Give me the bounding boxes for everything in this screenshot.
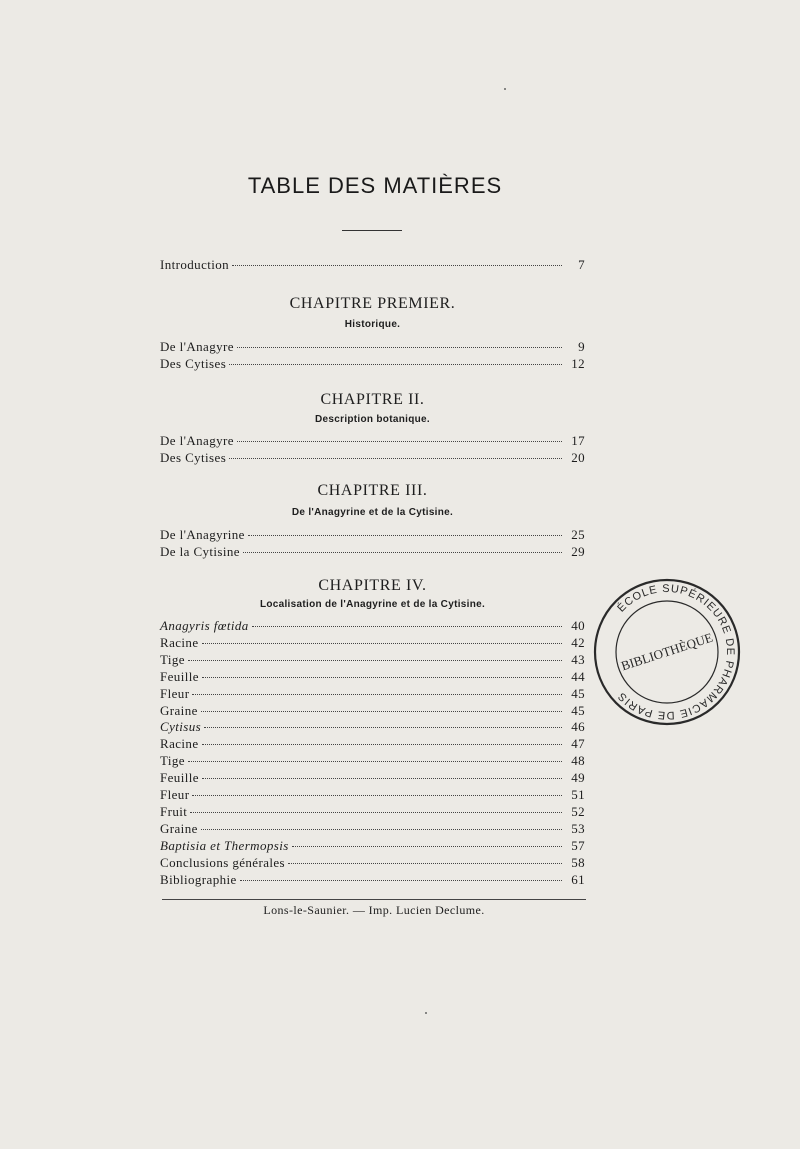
toc-entry-page: 43 — [571, 652, 585, 667]
chapter-subtitle: De l'Anagyrine et de la Cytisine. — [291, 507, 454, 518]
toc-entry-label: De l'Anagyrine — [160, 527, 245, 542]
page-title: TABLE DES MATIÈRES — [247, 173, 503, 198]
paper-speck — [425, 1012, 427, 1014]
toc-entry-label: Des Cytises — [160, 356, 227, 371]
toc-entry-page: 7 — [578, 257, 585, 272]
dot-leader — [190, 811, 562, 813]
toc-entry — [160, 753, 585, 770]
toc-entry-page: 9 — [578, 339, 585, 354]
toc-entry-page: 12 — [571, 356, 585, 371]
toc-entry — [160, 635, 585, 652]
dot-leader — [288, 862, 562, 864]
dot-leader — [188, 760, 562, 762]
toc-entry-label: Racine — [160, 635, 199, 650]
toc-entry-page: 51 — [571, 787, 585, 802]
toc-entry-label: Graine — [160, 821, 198, 836]
toc-entry-label: De la Cytisine — [160, 544, 240, 559]
toc-entry-page: 48 — [571, 753, 585, 768]
toc-entry — [160, 652, 585, 669]
footer-divider — [162, 899, 586, 900]
toc-entry — [160, 257, 585, 274]
chapter-subtitle: Description botanique. — [315, 414, 430, 425]
dot-leader — [192, 794, 562, 796]
dot-leader — [248, 534, 562, 536]
toc-entry — [160, 804, 585, 821]
toc-entry-label: Graine — [160, 703, 198, 718]
chapter-heading: CHAPITRE PREMIER. — [289, 295, 456, 312]
printer-imprint: Lons-le-Saunier. — Imp. Lucien Declume. — [263, 903, 485, 917]
toc-entry — [160, 544, 585, 561]
dot-leader — [202, 642, 563, 644]
toc-entry — [160, 838, 585, 855]
toc-entry — [160, 686, 585, 703]
toc-entry-label: Racine — [160, 736, 199, 751]
toc-entry — [160, 855, 585, 872]
toc-entry — [160, 787, 585, 804]
dot-leader — [237, 440, 562, 442]
toc-entry — [160, 719, 585, 736]
chapter-subtitle: Localisation de l'Anagyrine et de la Cytisine. — [259, 599, 486, 610]
toc-entry — [160, 356, 585, 373]
toc-entry-page: 17 — [571, 433, 585, 448]
toc-entry-label: Tige — [160, 652, 185, 667]
toc-entry-label: Fruit — [160, 804, 188, 819]
toc-entry-label: Cytisus — [160, 719, 202, 734]
toc-entry-label: Fleur — [160, 686, 190, 701]
dot-leader — [188, 659, 562, 661]
toc-entry — [160, 736, 585, 753]
chapter-subtitle: Historique. — [344, 319, 401, 330]
toc-entry — [160, 821, 585, 838]
dot-leader — [201, 828, 562, 830]
toc-entry-page: 52 — [571, 804, 585, 819]
toc-entry-page: 61 — [571, 872, 585, 887]
paper-speck — [504, 88, 506, 90]
toc-entry — [160, 669, 585, 686]
toc-entry-label: Anagyris fœtida — [160, 618, 249, 633]
toc-entry-page: 40 — [571, 618, 585, 633]
toc-entry-label: Baptisia et Thermopsis — [160, 838, 289, 853]
chapter-heading: CHAPITRE II. — [320, 391, 425, 408]
toc-entry-page: 46 — [571, 719, 585, 734]
toc-entry-page: 57 — [571, 838, 585, 853]
chapter-heading: CHAPITRE III. — [317, 482, 428, 499]
toc-entry-page: 29 — [571, 544, 585, 559]
toc-entry — [160, 339, 585, 356]
toc-entry-page: 45 — [571, 686, 585, 701]
toc-entry — [160, 872, 585, 889]
toc-entry-page: 49 — [571, 770, 585, 785]
toc-entry-page: 44 — [571, 669, 585, 684]
dot-leader — [292, 845, 562, 847]
toc-entry — [160, 618, 585, 635]
dot-leader — [202, 743, 563, 745]
toc-entry-page: 58 — [571, 855, 585, 870]
toc-entry-page: 20 — [571, 450, 585, 465]
toc-entry-label: De l'Anagyre — [160, 339, 234, 354]
dot-leader — [232, 264, 562, 266]
title-divider — [342, 230, 402, 231]
dot-leader — [229, 457, 562, 459]
dot-leader — [202, 676, 562, 678]
dot-leader — [202, 777, 562, 779]
toc-entry-label: De l'Anagyre — [160, 433, 234, 448]
toc-entry-page: 45 — [571, 703, 585, 718]
toc-entry-label: Fleur — [160, 787, 190, 802]
toc-entry-label: Conclusions générales — [160, 855, 286, 870]
dot-leader — [240, 879, 562, 881]
dot-leader — [204, 726, 562, 728]
toc-entry-label: Tige — [160, 753, 185, 768]
dot-leader — [252, 625, 562, 627]
dot-leader — [201, 710, 562, 712]
toc-entry — [160, 527, 585, 544]
toc-entry-label: Feuille — [160, 669, 199, 684]
toc-entry — [160, 703, 585, 720]
dot-leader — [229, 363, 562, 365]
toc-entry — [160, 450, 585, 467]
dot-leader — [192, 693, 562, 695]
stamp-inner-text: BIBLIOTHÈQUE — [619, 629, 715, 674]
toc-entry-page: 47 — [571, 736, 585, 751]
toc-entry-page: 42 — [571, 635, 585, 650]
dot-leader — [237, 346, 562, 348]
toc-entry-page: 25 — [571, 527, 585, 542]
toc-entry — [160, 770, 585, 787]
toc-entry-label: Bibliographie — [160, 872, 237, 887]
toc-entry-label: Feuille — [160, 770, 199, 785]
toc-entry — [160, 433, 585, 450]
toc-entry-page: 53 — [571, 821, 585, 836]
library-stamp — [593, 578, 741, 726]
toc-entry-label: Des Cytises — [160, 450, 227, 465]
toc-entry-label: Introduction — [160, 257, 230, 272]
stamp-outer-text: ÉCOLE SUPÉRIEURE DE PHARMACIE DE PARIS — [615, 582, 737, 722]
dot-leader — [243, 551, 562, 553]
chapter-heading: CHAPITRE IV. — [318, 577, 427, 594]
